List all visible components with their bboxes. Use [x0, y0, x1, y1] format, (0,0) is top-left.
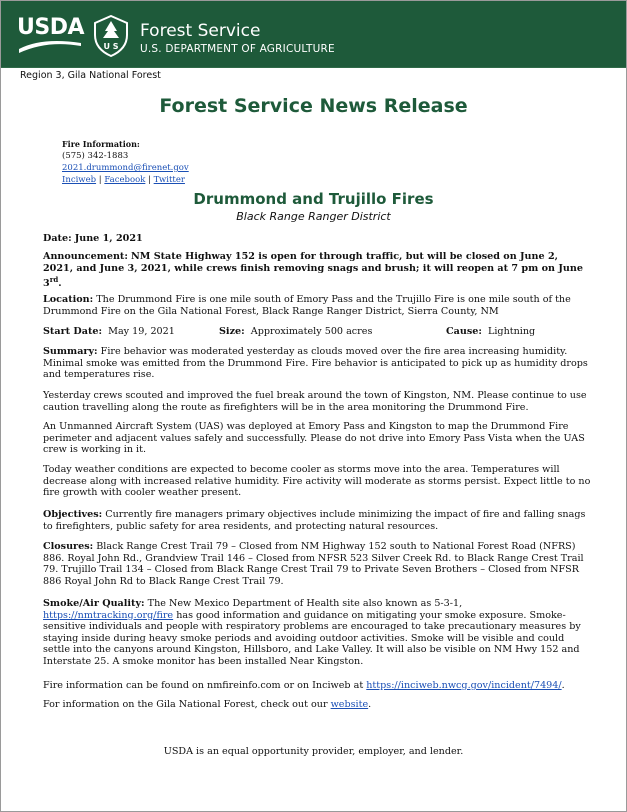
fire-info-email-link[interactable]: 2021.drummond@firenet.gov	[62, 163, 189, 173]
fires-title: Drummond and Trujillo Fires	[193, 190, 434, 208]
crews-paragraph: Yesterday crews scouted and improved the fuel break around the town of Kingston, NM. Please continue to use caution travelling along the route as firefighters will be in the area monitoring the Drummond Fire.	[43, 390, 587, 413]
forest-service-shield-icon	[93, 15, 129, 57]
closures-label: Closures:	[43, 541, 94, 552]
region-label: Region 3, Gila National Forest	[20, 70, 161, 81]
header-bar	[1, 1, 626, 67]
fire-info-line	[43, 680, 591, 692]
weather-paragraph: Today weather conditions are expected to become cooler as storms move into the area. Temperatures will decrease along with increased relative humidity. Fire activity will moderate as storms persist. Expect little to no fire growth with cooler weather present.	[43, 464, 591, 499]
fire-info-line-text: Fire information can be found on nmfireinfo.com or on Inciweb at	[43, 680, 364, 691]
cause-label: Cause:	[446, 326, 482, 337]
summary-paragraph	[43, 346, 591, 381]
link-separator: |	[98, 175, 102, 185]
objectives-text: Currently fire managers primary objectives include minimizing the impact of fire and falling snags to firefighters, public safety for area residents, and protecting natural resources.	[43, 509, 586, 532]
closures-paragraph	[43, 541, 591, 587]
announcement-text: NM State Highway 152 is open for through traffic, but will be closed on June 2, 2021, and June 3, 2021, while crews finish removing snags and brush; it will reopen at 7 pm on June 3	[43, 251, 583, 290]
gila-line-end: .	[368, 699, 372, 710]
announcement-sup: rd	[49, 275, 59, 285]
location-label: Location:	[43, 294, 94, 305]
link-separator: |	[148, 175, 151, 185]
cause-value: Lightning	[487, 326, 536, 337]
fire-info-phone: (575) 342-1883	[62, 151, 129, 161]
cause-field	[446, 326, 535, 337]
inciweb-incident-link[interactable]: https://inciweb.nwcg.gov/incident/7494/	[366, 680, 562, 691]
uas-paragraph: An Unmanned Aircraft System (UAS) was deployed at Emory Pass and Kingston to map the Drummond Fire perimeter and adjacent values safely and successfully. Please do not drive into Emory Pass Vista when the UAS crew is working in it.	[43, 421, 585, 456]
size-value: Approximately 500 acres	[250, 326, 373, 337]
date-line	[43, 233, 591, 245]
size-label: Size:	[219, 326, 245, 337]
gila-line-text: For information on the Gila National Forest, check out our	[43, 699, 328, 710]
summary-text: Fire behavior was moderated yesterday as clouds moved over the fire area increasing humidity. Minimal smoke was emitted from the Drummond Fire. Fire behavior is anticipated to pick up as humidity drops and temperatures rise.	[43, 346, 588, 381]
closures-text: Black Range Crest Trail 79 – Closed from NM Highway 152 south to National Forest Road (NFRS) 886. Royal John Rd., Grandview Trail 146 – Closed from NFSR 523 Silver Creek Rd. to Black Range Crest Trail 79. Trujillo Trail 134 – Closed from Black Range Crest Trail 79 to Private Seven Brothers – Closed from NFSR 886 Royal John Rd to Black Range Crest Trail 79.	[43, 541, 584, 587]
facebook-link[interactable]: Facebook	[104, 175, 146, 185]
equal-opportunity-footer: USDA is an equal opportunity provider, employer, and lender.	[163, 746, 464, 757]
objectives-label: Objectives:	[43, 509, 103, 520]
location-text: The Drummond Fire is one mile south of Emory Pass and the Trujillo Fire is one mile south of the Drummond Fire on the Gila National Forest, Black Range Ranger District, Sierra County, NM	[43, 294, 571, 317]
news-release-title: Forest Service News Release	[159, 95, 468, 117]
announcement-paragraph	[43, 251, 591, 290]
smoke-text-before: The New Mexico Department of Health site also known as 5-3-1,	[147, 598, 463, 609]
usda-logo	[17, 13, 83, 59]
fire-information-block	[62, 138, 189, 186]
smoke-paragraph	[43, 598, 591, 668]
shield-letters: U S	[103, 42, 119, 51]
smoke-text-after: has good information and guidance on mitigating your smoke exposure. Smoke-sensitive individuals and people with respiratory problems are encouraged to take precautionary measures by staying inside during heavy smoke periods and avoiding outdoor activities. Smoke will be visible and could settle into the canyons around Kingston, Hillsboro, and Lake Valley. It will also be visible on NM Hwy 152 and Interstate 25. A smoke monitor has been installed Near Kingston.	[43, 609, 581, 667]
start-date-label: Start Date:	[43, 326, 103, 337]
fire-info-label: Fire Information:	[62, 139, 140, 149]
district-subtitle: Black Range Ranger District	[236, 210, 391, 223]
start-date-field	[43, 326, 175, 337]
date-value: June 1, 2021	[74, 233, 143, 244]
date-label: Date:	[43, 233, 72, 244]
objectives-paragraph	[43, 509, 591, 532]
nmtracking-link[interactable]: https://nmtracking.org/fire	[43, 609, 174, 621]
size-field	[219, 326, 372, 337]
fire-info-line-end: .	[561, 680, 565, 691]
inciweb-link[interactable]: Inciweb	[62, 175, 97, 185]
smoke-label: Smoke/Air Quality:	[43, 598, 145, 609]
agency-subtitle: U.S. DEPARTMENT OF AGRICULTURE	[140, 43, 335, 55]
social-links	[62, 174, 189, 186]
announcement-label: Announcement:	[43, 251, 128, 262]
gila-line	[43, 699, 591, 711]
header-divider	[1, 67, 626, 68]
agency-title: Forest Service	[140, 21, 261, 41]
summary-label: Summary:	[43, 346, 98, 357]
start-date-value: May 19, 2021	[108, 326, 175, 337]
usda-swoosh-icon	[17, 13, 83, 59]
usda-logo-text: USDA	[17, 15, 84, 40]
twitter-link[interactable]: Twitter	[153, 175, 185, 185]
location-paragraph	[43, 294, 591, 317]
website-link[interactable]: website	[330, 699, 369, 710]
announcement-end: .	[58, 278, 62, 290]
